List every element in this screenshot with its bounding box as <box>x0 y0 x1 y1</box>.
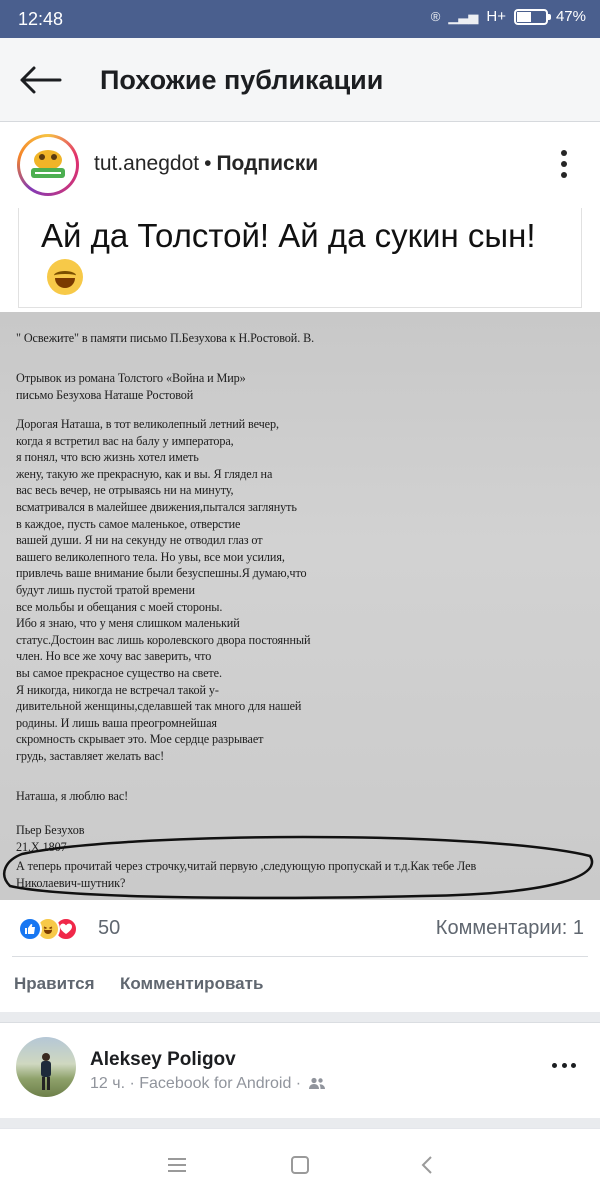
post-card <box>0 122 600 1012</box>
reaction-count[interactable]: 50 <box>98 917 121 939</box>
home-button[interactable] <box>285 1151 315 1179</box>
laughing-tears-emoji-icon <box>47 259 83 295</box>
post-image[interactable] <box>0 312 600 900</box>
friends-icon <box>308 1077 326 1089</box>
arrow-left-icon <box>18 65 62 95</box>
status-time: 12:48 <box>18 9 64 29</box>
avatar[interactable] <box>16 1037 76 1097</box>
post-meta <box>94 152 318 176</box>
anegdot-logo-icon <box>23 140 73 190</box>
letter-postscript: А теперь прочитай через строчку,читай первую ,следующую пропускай и т.д.Как тебе Лев Николаевич-шутник? <box>16 859 477 890</box>
reactions-summary[interactable] <box>18 916 72 942</box>
caption-text: Ай да Толстой! Ай да сукин сын! <box>41 217 536 254</box>
status-bar <box>0 0 600 38</box>
meta-separator: • <box>204 152 212 175</box>
person-icon <box>38 1051 54 1091</box>
letter-subheading: Отрывок из романа Толстого «Война и Мир» письмо Безухова Наташе Ростовой <box>16 371 246 402</box>
back-button[interactable] <box>14 56 66 104</box>
post-header <box>0 122 600 208</box>
divider <box>12 956 588 957</box>
kebab-dot-icon <box>561 172 567 178</box>
like-button[interactable]: Нравится <box>14 974 95 993</box>
next-post-card <box>0 1022 600 1118</box>
post-caption <box>41 214 561 302</box>
signal-icon: ▁▃▅ <box>448 8 479 24</box>
status-icons <box>431 8 586 25</box>
page-title: Похожие публикации <box>100 65 384 95</box>
post-meta <box>90 1075 326 1093</box>
post-options-button[interactable] <box>552 146 576 182</box>
battery-fill <box>517 12 531 22</box>
like-icon <box>18 917 42 941</box>
system-back-button[interactable] <box>412 1151 442 1179</box>
comment-button[interactable]: Комментировать <box>120 974 264 993</box>
more-dot-icon <box>562 1063 567 1068</box>
letter-signature: Пьер Безухов 21.X.1807 <box>16 823 85 854</box>
account-avatar[interactable] <box>17 134 79 196</box>
app-header <box>0 38 600 122</box>
author-name[interactable]: Aleksey Poligov <box>90 1049 236 1070</box>
kebab-dot-icon <box>561 150 567 156</box>
menu-icon <box>167 1157 187 1173</box>
chevron-left-icon <box>420 1155 434 1175</box>
comments-count-link[interactable]: Комментарии: 1 <box>435 917 584 939</box>
account-name[interactable]: tut.anegdot <box>94 152 200 175</box>
battery-percent: 47% <box>555 8 586 25</box>
more-dot-icon <box>552 1063 557 1068</box>
subscriptions-link[interactable]: Подписки <box>216 152 319 175</box>
network-type: H+ <box>486 8 506 25</box>
recent-apps-button[interactable] <box>162 1151 192 1179</box>
battery-icon <box>514 9 548 25</box>
more-options-button[interactable] <box>552 1063 576 1071</box>
kebab-dot-icon <box>561 161 567 167</box>
post-meta-text: 12 ч. · Facebook for Android · <box>90 1075 302 1092</box>
letter-heading: " Освежите" в памяти письмо П.Безухова к Н.Ростовой. В. <box>16 331 315 345</box>
home-square-icon <box>290 1155 310 1175</box>
system-nav-bar <box>0 1128 600 1200</box>
letter-body: Дорогая Наташа, в тот великолепный летний вечер, когда я встретил вас на балу у императора, я понял, что всю жизнь хотел иметь жену, такую же прекрасную, как и вы. Я глядел на вас весь вечер, не отрываясь ни на минуту, всматривался в малейшее движения,пытался заглянуть в каждое, пусть самое маленькое, отверстие вашей души. Я ни на секунду не отводил глаз от вашего великолепного тела. Но увы, все мои усилия, привлечь ваше внимание были безуспешны.Я думаю,что будут лишь пустой тратой времени все мольбы и обещания с моей стороны. Ибо я знаю, что у меня слишком маленький статус.Достоин вас лишь королевского двора постоянный член. Но все же хочу вас заверить, что вы самое прекрасное существо на свете. Я никогда, никогда не встречал такой у- дивительной женщины,сделавшей так много для нашей родины. И лишь ваша преогромнейшая скромность скрывает это. Мое сердце разрывает грудь, заставляет желать вас! <box>16 417 311 763</box>
letter-greeting: Наташа, я люблю вас! <box>16 789 129 803</box>
caption-box <box>18 208 582 308</box>
more-dot-icon <box>571 1063 576 1068</box>
registered-icon: ® <box>430 9 441 24</box>
